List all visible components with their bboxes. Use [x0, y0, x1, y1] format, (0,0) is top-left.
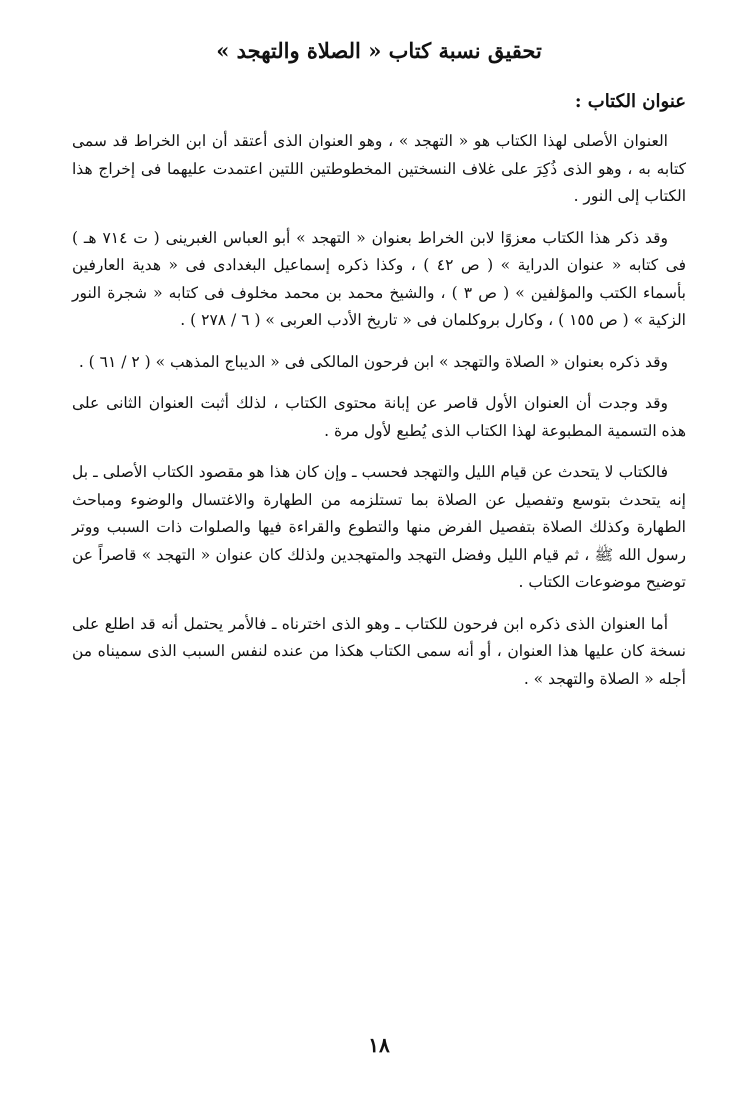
section-heading: عنوان الكتاب :	[574, 91, 686, 112]
body-text	[72, 128, 686, 707]
page-number: ١٨	[368, 1033, 390, 1057]
paragraph-5: فالكتاب لا يتحدث عن قيام الليل والتهجد فحسب ـ وإن كان هذا هو مقصود الكتاب الأصلى ـ بل إنه يتحدث بتوسع وتفصيل عن الصلاة بما تستلزمه من الطهارة والاغتسال والوضوء ومباحث الطهارة وكذلك الصلاة بتفصيل الفرض منها والتطوع والقراءة فيها والصلوات ذات السبب ووتر رسول الله ﷺ ، ثم قيام الليل وفضل التهجد والمتهجدين ولذلك كان عنوان « التهجد » قاصراً عن توضيح موضوعات الكتاب .	[72, 463, 686, 591]
paragraph-1: العنوان الأصلى لهذا الكتاب هو « التهجد » ، وهو العنوان الذى أعتقد أن ابن الخراط قد سمى كتابه به ، وهو الذى ذُكِرَ على غلاف النسختين المخطوطتين اللتين اعتمدت عليهما فى إخراج هذا الكتاب إلى النور .	[72, 132, 686, 205]
paragraph-6: أما العنوان الذى ذكره ابن فرحون للكتاب ـ وهو الذى اخترناه ـ فالأمر يحتمل أنه قد اطلع على نسخة كان عليها هذا العنوان ، أو أنه سمى الكتاب هكذا من عنده لنفس السبب الذى سميناه من أجله « الصلاة والتهجد » .	[72, 614, 686, 688]
paragraph-3: وقد ذكره بعنوان « الصلاة والتهجد » ابن فرحون المالكى فى « الديباج المذهب » ( ٢ / ٦١ ) .	[78, 352, 668, 371]
document-page	[72, 0, 686, 1107]
page-title: تحقيق نسبة كتاب « الصلاة والتهجد »	[216, 38, 542, 63]
paragraph-4: وقد وجدت أن العنوان الأول قاصر عن إبانة محتوى الكتاب ، لذلك أثبت العنوان الثانى على هذه التسمية المطبوعة لهذا الكتاب الذى يُطبع لأول مرة .	[72, 394, 686, 440]
paragraph-2: وقد ذكر هذا الكتاب معزوًا لابن الخراط بعنوان « التهجد » أبو العباس الغبرينى ( ت ٧١٤ هـ ) فى كتابه « عنوان الدراية » ( ص ٤٢ ) ، وكذا ذكره إسماعيل البغدادى فى « هدية العارفين بأسماء الكتب والمؤلفين » ( ص ٣ ) ، والشيخ محمد بن محمد مخلوف فى كتابه « شجرة النور الزكية » ( ص ١٥٥ ) ، وكارل بروكلمان فى « تاريخ الأدب العربى » ( ٦ / ٢٧٨ ) .	[72, 228, 687, 329]
